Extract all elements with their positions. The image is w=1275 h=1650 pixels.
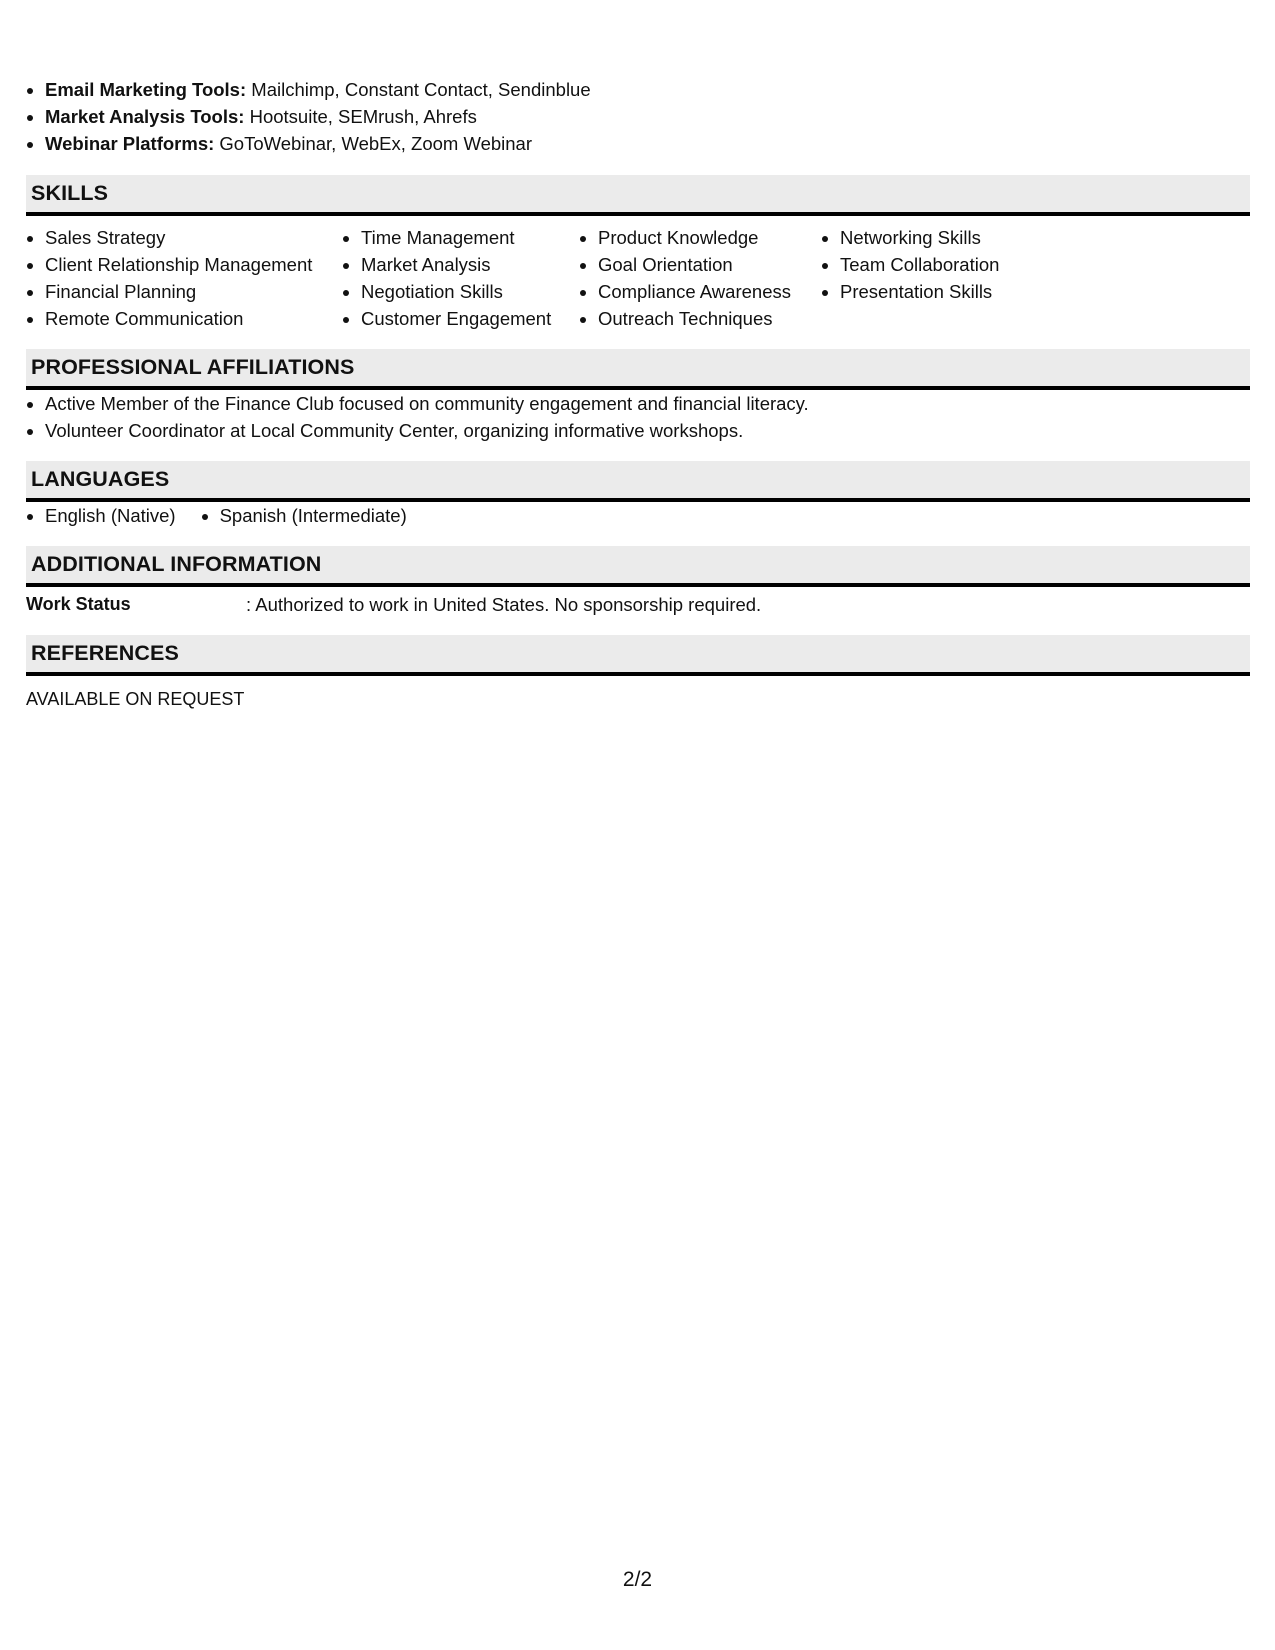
skill-item: Remote Communication xyxy=(26,305,342,332)
tool-value: GoToWebinar, WebEx, Zoom Webinar xyxy=(219,133,533,154)
skill-item: Negotiation Skills xyxy=(342,278,579,305)
skill-item: Time Management xyxy=(342,224,579,251)
skills-section xyxy=(26,175,1250,332)
language-item: English (Native) xyxy=(26,502,176,529)
tools-list xyxy=(26,76,1250,157)
languages-section xyxy=(26,461,1250,529)
skill-item: Market Analysis xyxy=(342,251,579,278)
affiliations-section xyxy=(26,349,1250,444)
language-item: Spanish (Intermediate) xyxy=(201,502,407,529)
skill-item: Product Knowledge xyxy=(579,224,821,251)
skills-column-4 xyxy=(821,224,1061,332)
skill-item: Customer Engagement xyxy=(342,305,579,332)
page-number: 2/2 xyxy=(622,1568,653,1591)
languages-heading: LANGUAGES xyxy=(26,461,1250,502)
affiliations-heading: PROFESSIONAL AFFILIATIONS xyxy=(26,349,1250,390)
tool-item-market-analysis xyxy=(26,103,1250,130)
skill-item: Presentation Skills xyxy=(821,278,1061,305)
affiliation-item: Volunteer Coordinator at Local Community Center, organizing informative workshops. xyxy=(26,417,1250,444)
skill-item: Outreach Techniques xyxy=(579,305,821,332)
skills-column-1 xyxy=(26,224,342,332)
tool-item-webinar-platforms xyxy=(26,130,1250,157)
tool-name: Webinar Platforms: xyxy=(45,133,215,154)
references-heading: REFERENCES xyxy=(26,635,1250,676)
additional-info-section xyxy=(26,546,1250,618)
resume-page xyxy=(26,76,1250,713)
skills-heading: SKILLS xyxy=(26,175,1250,216)
languages-list xyxy=(26,502,1250,529)
tool-name: Market Analysis Tools: xyxy=(45,106,245,127)
additional-info-heading: ADDITIONAL INFORMATION xyxy=(26,546,1250,587)
tool-item-email-marketing xyxy=(26,76,1250,103)
tool-name: Email Marketing Tools: xyxy=(45,79,247,100)
work-status-label: Work Status xyxy=(26,594,131,614)
tool-value: Hootsuite, SEMrush, Ahrefs xyxy=(249,106,477,127)
affiliation-item: Active Member of the Finance Club focused on community engagement and financial literacy. xyxy=(26,390,1250,417)
skill-item: Client Relationship Management xyxy=(26,251,342,278)
work-status-value: : Authorized to work in United States. No sponsorship required. xyxy=(246,594,762,615)
references-section xyxy=(26,635,1250,713)
work-status-row xyxy=(26,587,1250,618)
skill-item: Team Collaboration xyxy=(821,251,1061,278)
affiliations-list xyxy=(26,390,1250,444)
skill-item: Compliance Awareness xyxy=(579,278,821,305)
skills-grid xyxy=(26,216,1250,332)
skills-column-3 xyxy=(579,224,821,332)
skill-item: Sales Strategy xyxy=(26,224,342,251)
skills-column-2 xyxy=(342,224,579,332)
tool-value: Mailchimp, Constant Contact, Sendinblue xyxy=(251,79,591,100)
skill-item: Goal Orientation xyxy=(579,251,821,278)
skill-item: Networking Skills xyxy=(821,224,1061,251)
references-text: AVAILABLE ON REQUEST xyxy=(26,689,245,709)
skill-item: Financial Planning xyxy=(26,278,342,305)
